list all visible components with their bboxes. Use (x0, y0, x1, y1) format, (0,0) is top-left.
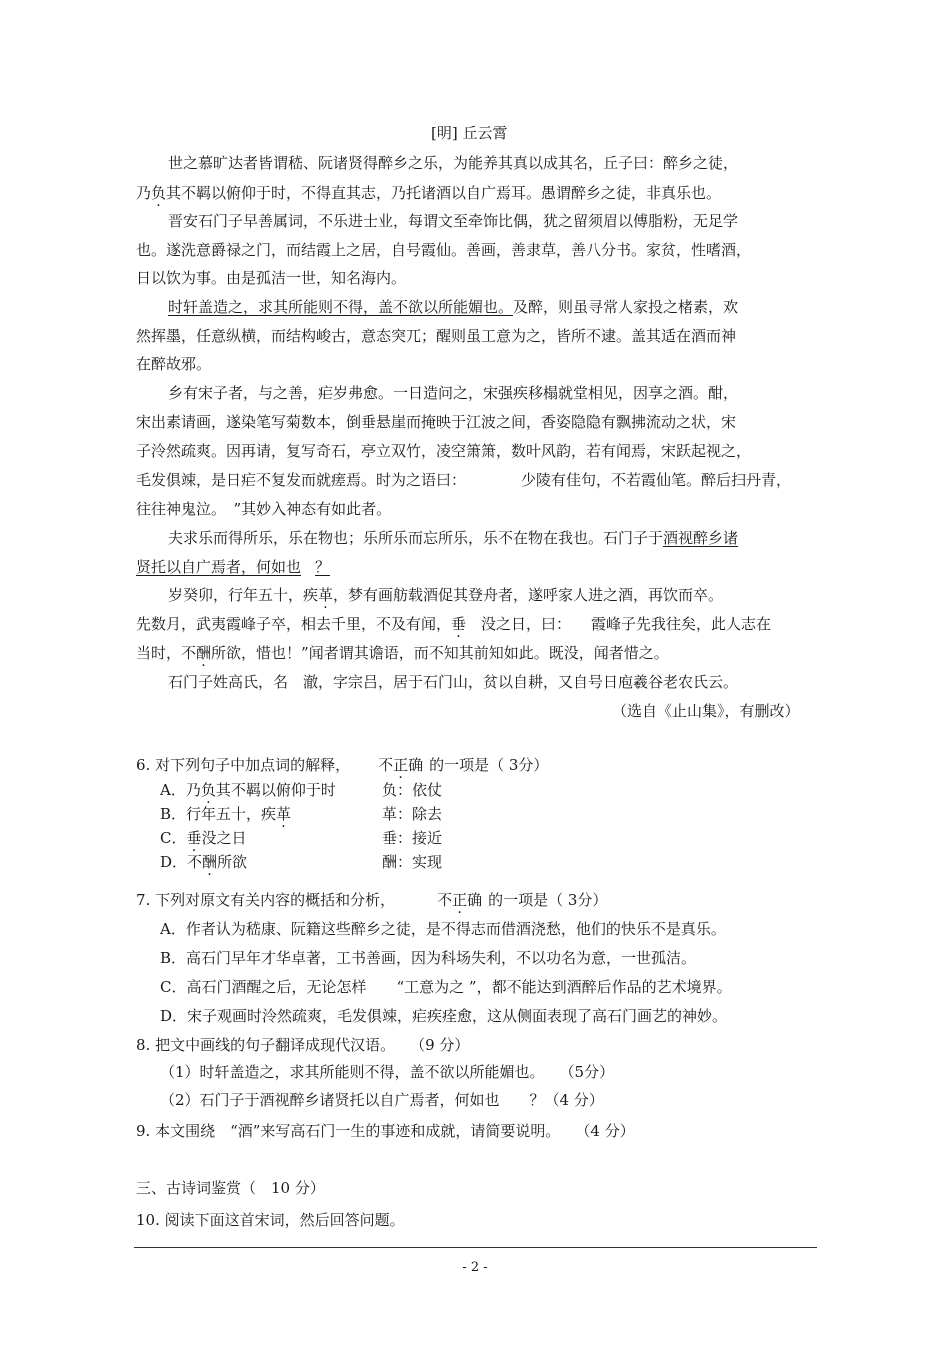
option-d-explanation: 酬：实现 (382, 853, 443, 871)
question-text: 的一项是（ 3分） (488, 891, 608, 909)
question-stem: 8. 把文中画线的句子翻译成现代汉语。 （9 分） (136, 1036, 470, 1054)
underlined-sentence: 贤托以自广焉者，何如也 (136, 558, 302, 576)
option-d (160, 852, 247, 872)
option-c (160, 828, 247, 848)
option-b (160, 804, 291, 824)
page-number: - 2 - (462, 1260, 488, 1275)
dotted-word: 酬 (202, 853, 218, 871)
passage-text: 其不羁以俯仰于时，不得直其志，乃托诸酒以自广焉耳。愚谓醉乡之徒，非真乐也。 (166, 184, 722, 202)
passage-text: 毛发俱竦，是日疟不复发而就瘥焉。时为之语曰： (136, 471, 467, 489)
question-stem (136, 890, 607, 910)
passage-text: 所欲，惜也！”闻者谓其谵语，而不知其前知如此。既没，闻者惜之。 (211, 644, 669, 662)
underlined-sentence: 酒视醉乡诸 (663, 529, 739, 547)
option-a: A．作者认为嵇康、阮籍这些醉乡之徒，是不得志而借酒浇愁，他们的快乐不是真乐。 (160, 920, 726, 938)
option-a-explanation: 负：依仗 (382, 781, 443, 799)
emphasis-text: 不正确 (437, 891, 483, 909)
option-c: C．高石门酒醒之后，无论怎样 “工意为之 ”，都不能达到酒醉后作品的艺术境界。 (160, 978, 732, 996)
option-text: A．乃 (160, 781, 201, 799)
option-text: 没之日 (201, 829, 247, 847)
dotted-word: 革 (276, 805, 292, 823)
passage-line: 宋出素请画，遂染笔写菊数本，倒垂悬崖而掩映于江波之间，香姿隐隐有飘拂流动之状，宋 (136, 413, 737, 431)
passage-line: 也。遂洗意爵禄之门，而结霞上之居，自号霞仙。善画，善隶草，善八分书。家贫，性嗜酒， (136, 241, 752, 259)
passage-text: 夫求乐而得所乐，乐在物也；乐所乐而忘所乐，乐不在物在我也。石门子于 (168, 529, 664, 547)
passage-line: 乡有宋子者，与之善，疟岁弗愈。一日造问之，宋强疾移榻就堂相见，因享之酒。酣， (168, 384, 739, 402)
passage-line: 往往神鬼泣。 ”其妙入神态有如此者。 (136, 500, 392, 518)
dotted-word: 革 (318, 586, 334, 604)
option-b: B．高石门早年才华卓著，工书善画，因为科场失利，不以功名为意，一世孤洁。 (160, 949, 697, 967)
footer-divider (134, 1247, 817, 1248)
underlined-sentence: 时轩盖造之，求其所能则不得，盖不欲以所能媚也。 (168, 298, 514, 316)
dotted-word: 酬 (196, 644, 212, 662)
passage-line (136, 470, 791, 490)
passage-line (168, 528, 816, 548)
passage-line: 日以饮为事。由是孤洁一世，知名海内。 (136, 269, 407, 287)
option-text: 其不羁以俯仰于时 (215, 781, 336, 799)
dotted-word: 垂 (186, 829, 202, 847)
question-stem (136, 755, 548, 775)
passage-text: 当时，不 (136, 644, 197, 662)
dotted-word: 负 (200, 781, 216, 799)
passage-line: 晋安石门子早善属词，不乐进士业，每谓文至牵饰比偶，犹之留须眉以傅脂粉，无足学 (168, 212, 739, 230)
option-text: C． (160, 829, 187, 847)
passage-line (136, 643, 669, 663)
source-note: （选自《止山集》，有删改） (612, 702, 800, 720)
option-text: D．不 (160, 853, 203, 871)
passage-text: 及醉，则虽寻常人家投之楮素，欢 (513, 298, 739, 316)
question-text: 6. 对下列句子中加点词的解释， (136, 756, 351, 774)
option-text: 所欲 (217, 853, 248, 871)
passage-text: 霞峰子先我往矣，此人志在 (591, 615, 772, 633)
passage-text: 没之日，曰： (481, 615, 572, 633)
passage-line (168, 585, 723, 605)
passage-text: 乃 (136, 184, 152, 202)
passage-line: 子泠然疏爽。因再请，复写奇石，亭立双竹，凌空箫箫，数叶风韵，若有闻焉，宋跃起视之， (136, 442, 752, 460)
option-a (160, 780, 336, 800)
emphasis-text: 不正确 (378, 756, 424, 774)
passage-text: 岁癸卯，行年五十，疾 (168, 586, 319, 604)
question-text: 7. 下列对原文有关内容的概括和分析， (136, 891, 396, 909)
passage-line (136, 557, 330, 577)
passage-line (168, 297, 738, 317)
option-b-explanation: 革：除去 (382, 805, 443, 823)
passage-line: 世之慕旷达者皆谓嵇、阮诸贤得醉乡之乐，为能养其真以成其名，丘子曰：醉乡之徒， (168, 154, 739, 172)
passage-line: 石门子姓高氏，名 澈，字宗吕，居于石门山，贫以自耕，又自号日庖羲谷老农氏云。 (168, 673, 739, 691)
passage-line: 然挥墨，任意纵横，而结构峻古，意态突兀；醒则虽工意为之，皆所不逮。盖其适在酒而神 (136, 327, 737, 345)
question-9: 9. 本文围绕 “酒”来写高石门一生的事迹和成就，请简要说明。 （4 分） (136, 1122, 635, 1140)
passage-text: 少陵有佳句，不若霞仙笔。醉后扫丹青， (521, 471, 792, 489)
sub-question: （2）石门子于酒视醉乡诸贤托以自广焉者，何如也 ？（4 分） (160, 1091, 604, 1109)
dotted-word: 负 (151, 184, 167, 202)
passage-line: 在醉故邪。 (136, 355, 212, 373)
underlined-sentence: ？ (315, 558, 331, 576)
passage-line (136, 614, 771, 634)
passage-line (136, 183, 721, 203)
question-10: 10. 阅读下面这首宋词，然后回答问题。 (136, 1211, 405, 1229)
section-heading: 三、古诗词鉴赏（ 10 分） (136, 1179, 325, 1197)
option-d: D．宋子观画时泠然疏爽，毛发俱竦，疟疾痊愈，这从侧面表现了高石门画艺的神妙。 (160, 1007, 728, 1025)
sub-question: （1）时轩盖造之，求其所能则不得，盖不欲以所能媚也。 （5分） (160, 1063, 615, 1081)
option-text: B．行年五十，疾 (160, 805, 277, 823)
passage-text: 先数月，武夷霞峰子卒，相去千里，不及有闻， (136, 615, 452, 633)
option-c-explanation: 垂：接近 (382, 829, 443, 847)
question-text: 的一项是（ 3分） (429, 756, 549, 774)
author-line: [明] 丘云霄 (431, 124, 508, 142)
passage-text: ，梦有画舫载酒促其登舟者，遂呼家人进之酒，再饮而卒。 (333, 586, 724, 604)
dotted-word: 垂 (451, 615, 467, 633)
